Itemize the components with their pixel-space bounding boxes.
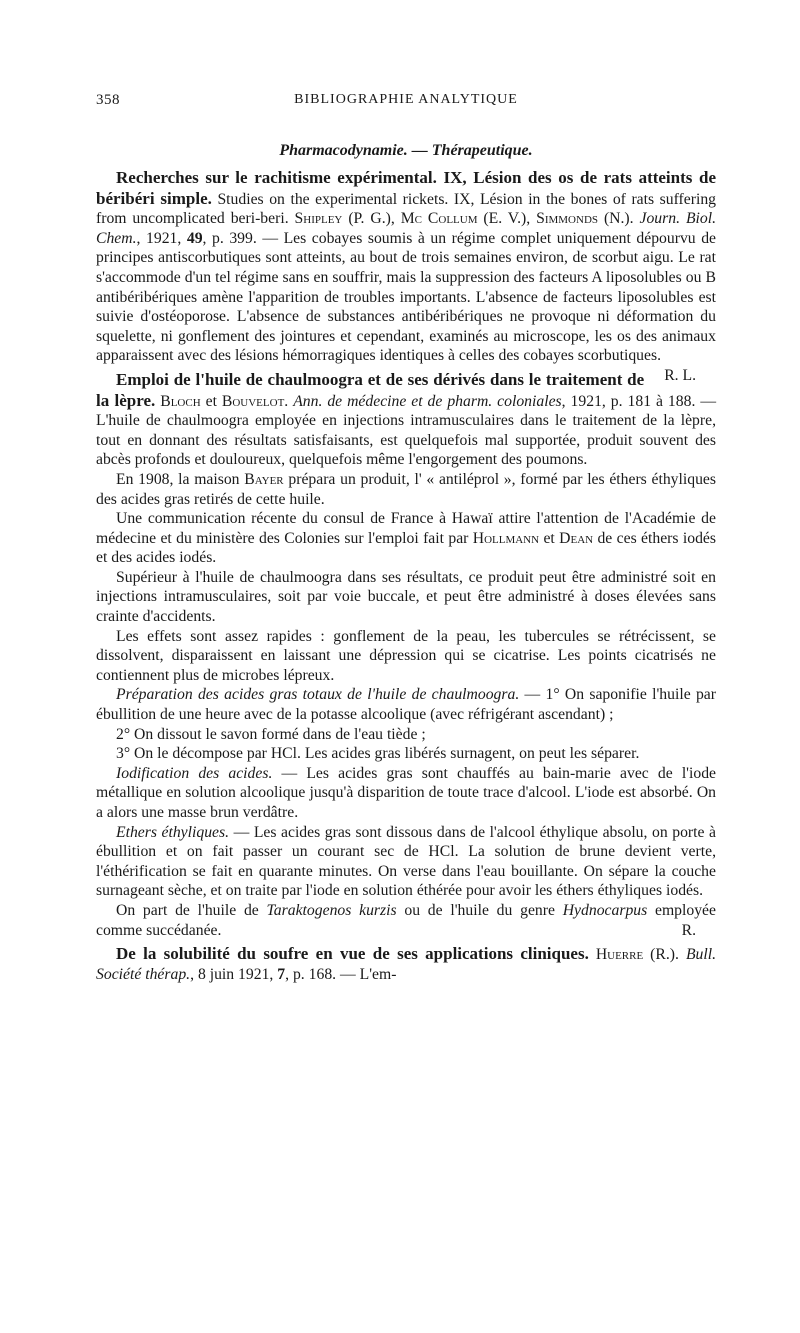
author-initials: (N.). [598, 210, 640, 228]
page-number: 358 [96, 92, 120, 108]
text-run: En 1908, la maison [116, 470, 245, 488]
entry-subtitle: Studies on the experimental rickets. IX, Lésion in the bones of rats suffering from uncomplicated beri-beri. [96, 190, 717, 228]
citation: , 1921, p. 181 à 188. — [561, 392, 717, 410]
article-body [96, 168, 716, 984]
paragraph: Les effets sont assez rapides : gonflement de la peau, les tubercules se rétrécissent, se dissolvent, disparaissent en laissant une dépression qui se cicatrise. Les points cicatrisés ne contiennent plus de microbes lépreux. [96, 627, 716, 684]
author-name: Bloch [160, 392, 201, 410]
author-name: Shipley [294, 210, 343, 228]
text-run: On part de l'huile de [116, 901, 267, 919]
author-initials: (R.). [643, 946, 686, 964]
paragraph [96, 901, 716, 940]
text-run: de ces éthers iodés et des acides iodés. [96, 529, 716, 567]
citation-date: , 8 juin 1921, [190, 965, 278, 983]
signature: R. [681, 921, 696, 939]
author-name: Simmonds [536, 210, 599, 228]
journal-name: Journ. Biol. Chem. [96, 210, 717, 247]
paragraph [96, 685, 716, 724]
entry-title: De la solubilité du soufre en vue de ses applications cliniques. [116, 944, 589, 964]
entry-soufre [96, 944, 716, 984]
subheading: Ethers éthyliques. [116, 823, 230, 841]
paragraph [96, 823, 716, 901]
company-name: Bayer [244, 470, 284, 488]
author-name: Mc Collum [400, 210, 478, 228]
citation-pages: , p. 399. — [202, 229, 284, 247]
text-run: — Les acides gras sont chauffés au bain-marie avec de l'iode métallique en solution alcoolique jusqu'à disparition de toute trace d'alcool. L'iode est absorbé. On a alors une masse brun verdâtre. [96, 764, 717, 821]
paragraph [96, 764, 716, 823]
conjunction: et [200, 392, 222, 410]
subheading: Iodification des acides. [116, 764, 273, 782]
page-header [96, 92, 716, 112]
text-run: Une communication récente du consul de France à Hawaï attire l'attention de l'Académie de médecine et du ministère des Colonies sur l'emploi fait par [96, 510, 716, 547]
paragraph: 2° On dissout le savon formé dans de l'eau tiède ; [116, 725, 426, 743]
entry-text: L'huile de chaulmoogra employée en injections intramusculaires dans le traitement de la lèpre, tout en donnant des résultats satisfaisants, est quelquefois mal supportée, produit souvent des abcès profonds et douloureux, quelquefois même l'engorgement des poumons. [96, 412, 716, 469]
author-name: Dean [559, 529, 594, 547]
entry-rachitisme [96, 168, 717, 384]
signature: R. L. [664, 366, 696, 384]
citation-volume: 49 [186, 229, 203, 247]
author-name: Bouvelot [221, 392, 285, 410]
author-name: Huerre [595, 946, 644, 964]
running-head: BIBLIOGRAPHIE ANALYTIQUE [294, 92, 518, 107]
author-initials: (P. G.), [342, 210, 401, 228]
section-title: Pharmacodynamie. — Thérapeutique. [279, 142, 533, 159]
entry-text: Les cobayes soumis à un régime complet uniquement dépourvu de principes antiscorbutiques sont atteints, au bout de trois semaines environ, de scorbut aigu. Le rat s'accommode d'un tel régime sans en souffrir, mais la suppression des facteurs A liposolubles ou B antibéribériques amène l'apparition de troubles importants. L'absence de facteurs liposolubles est suivie d'ostéoporose. L'absence de substances antibéribériques ne provoque ni déformation du squelette, ni gonflement des jointures et cependant, examinés au microscope, les os des animaux apparaissent avec des lésions hémorragiques identiques à celles des cobayes scorbutiques. [96, 229, 717, 365]
entry-chaulmoogra [96, 370, 716, 470]
author-initials: (E. V.), [477, 210, 537, 228]
paragraph: 3° On le décompose par HCl. Les acides gras libérés surnagent, on peut les séparer. [116, 745, 640, 763]
text-run: prépara un produit, l' « antiléprol », formé par les éthers éthyliques des acides gras retirés de cette huile. [96, 470, 716, 508]
paragraph [96, 470, 716, 509]
text-run: — 1° On saponifie l'huile par ébullition de une heure avec de la potasse alcoolique (avec réfrigérant ascendant) ; [96, 686, 716, 724]
text-run: — Les acides gras sont dissous dans de l'alcool éthylique absolu, on porte à ébullition et on fait passer un courant sec de HCl. La solution de brune devient verte, l'éthérification se fait en quarante minutes. On verse dans l'eau bouillante. On sépare la couche surnageant sèche, et on traite par l'iode en solution éthérée pour avoir les éthers éthyliques iodés. [96, 823, 716, 900]
species-name: Taraktogenos kurzis [266, 901, 397, 919]
author-name: Hollmann [472, 529, 540, 547]
citation-pages: , p. 168. — L'em- [285, 965, 397, 983]
conjunction: et [539, 529, 560, 547]
entry-title: Recherches sur le rachitisme expérimental. IX, Lésion des os de rats atteints de béribéri simple. [96, 168, 716, 208]
citation-volume: 7 [277, 965, 286, 983]
text-run: ou de l'huile du genre [396, 901, 563, 919]
entry-title: Emploi de l'huile de chaulmoogra et de ses dérivés dans le traitement de la lèpre. [96, 369, 645, 410]
citation-year: , 1921, [136, 229, 187, 247]
subheading: Préparation des acides gras totaux de l'huile de chaulmoogra. [116, 686, 520, 704]
separator: . [284, 392, 294, 410]
journal-name: Bull. Société thérap. [96, 946, 717, 983]
paragraph [96, 509, 716, 568]
genus-name: Hydnocarpus [562, 901, 648, 919]
journal-name: Ann. de médecine et de pharm. coloniales [293, 392, 562, 410]
text-run: employée comme succédanée. [96, 901, 716, 939]
paragraph: Supérieur à l'huile de chaulmoogra dans ses résultats, ce produit peut être administré soit en injections intramusculaires, soit par voie buccale, et peut être administré à doses élevées sans crainte d'accidents. [96, 568, 716, 626]
